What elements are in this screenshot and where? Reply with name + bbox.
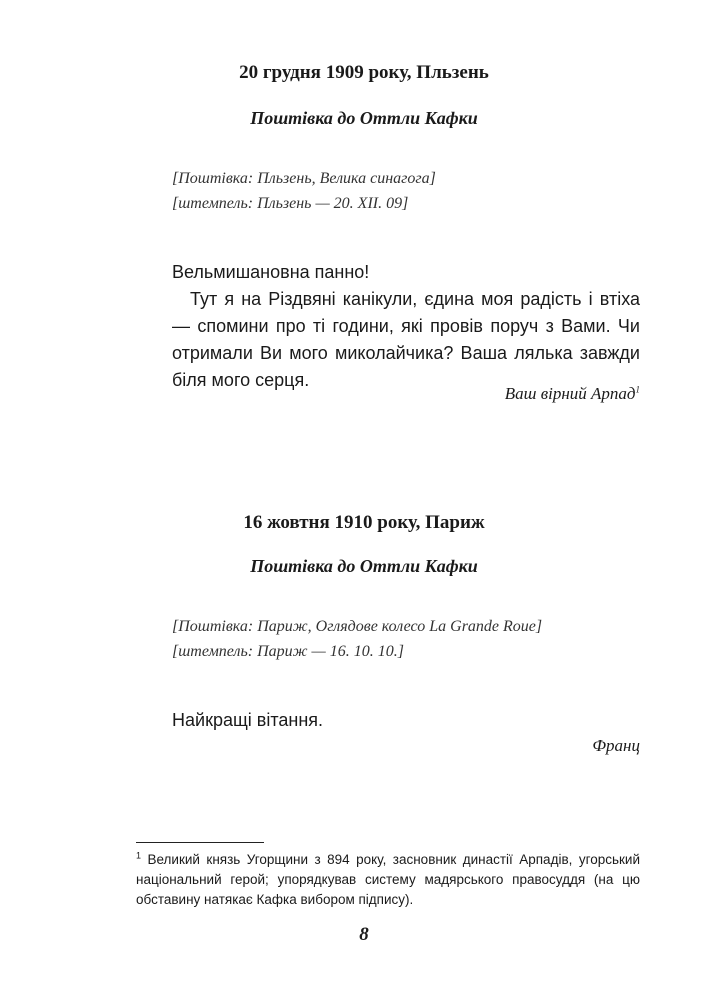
footnote-divider: [136, 842, 264, 843]
entry-1-postmark-note: [штемпель: Пльзень — 20. XII. 09]: [172, 195, 409, 212]
footnote-reference[interactable]: 1: [635, 384, 640, 395]
entry-2-heading: 16 жовтня 1910 року, Париж: [243, 512, 485, 533]
entry-1-signature: [505, 384, 640, 404]
entry-1-body: [172, 259, 640, 394]
entry-2-subheading: Поштівка до Оттли Кафки: [250, 556, 478, 576]
entry-1-greeting: Вельмишановна панно!: [172, 262, 370, 282]
entry-2-paragraph: Найкращі вітання.: [172, 710, 324, 730]
entry-2-postcard-note: [Поштівка: Париж, Оглядове колесо La Grande Roue]: [172, 618, 543, 635]
footnote-text: Великий князь Угорщини з 894 року, засновник династії Арпадів, угорський національний герой; упорядкував систему мадярського правосуддя (на цю обставину натякає Кафка вибором підпису).: [136, 852, 640, 907]
entry-1-heading: 20 грудня 1909 року, Пльзень: [239, 62, 489, 83]
footnote-marker: 1: [136, 850, 142, 861]
page-number: 8: [359, 924, 369, 945]
entry-1-paragraph: Тут я на Різдвяні канікули, єдина моя радість і втіха — спомини про ті години, які провів поруч з Вами. Чи отримали Ви мого миколайчика? Ваша лялька завжди біля мого серця.: [172, 289, 640, 390]
entry-1-postcard-note: [Поштівка: Пльзень, Велика синагога]: [172, 170, 436, 187]
footnote: [136, 850, 640, 910]
entry-1-subheading: Поштівка до Оттли Кафки: [250, 108, 478, 128]
entry-2-body: [172, 707, 640, 734]
entry-2-meta: [172, 614, 542, 664]
entry-1-signature-text: Ваш вірний Арпад: [504, 384, 636, 403]
entry-1-meta: [172, 166, 436, 216]
entry-2-postmark-note: [штемпель: Париж — 16. 10. 10.]: [172, 643, 404, 660]
entry-2-signature: Франц: [592, 736, 640, 755]
